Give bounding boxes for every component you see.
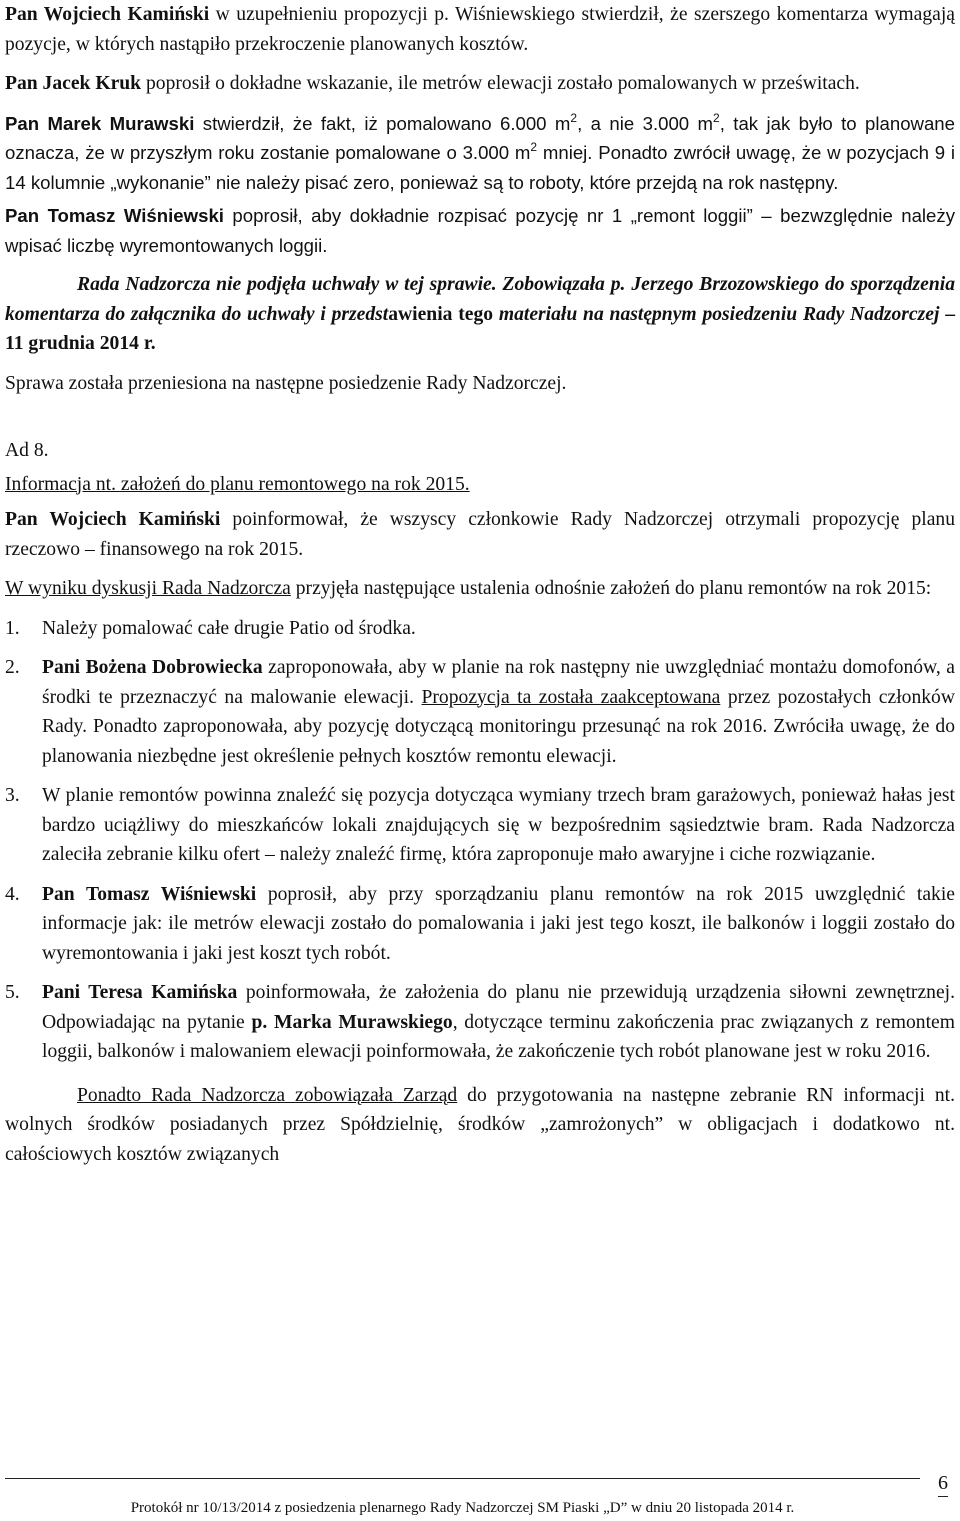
resolution-text: awienia tego	[388, 303, 494, 325]
resolution-date: – 11 grudnia 2014 r.	[5, 303, 955, 354]
resolution-text: materiału na następnym posiedzeniu Rady Nadzorczej	[493, 303, 940, 325]
list-item	[5, 978, 955, 1067]
paragraph-text: poprosił o dokładne wskazanie, ile metrów elewacji zostało pomalowanych w prześwitach.	[141, 73, 860, 94]
numbered-list	[5, 614, 955, 1067]
list-item-text: poprosił, aby przy sporządzaniu planu remontów na rok 2015 uwzględnić takie informacje jak: ile metrów elewacji zostało do pomalowania i jaki jest tego koszt, ile balkonów i loggii zostało do wyremontowania i jaki jest koszt tych robót.	[42, 883, 955, 964]
list-item-text: poinformowała, że założenia do planu nie przewidują urządzenia siłowni zewnętrznej. Odpowiadając na pytanie	[42, 982, 955, 1033]
underlined-text: W wyniku dyskusji Rada Nadzorcza	[5, 578, 291, 599]
list-item-text: zaproponowała, aby w planie na rok następny nie uwzględniać montażu domofonów, a środki te przeznaczyć na malowanie elewacji.	[42, 657, 955, 708]
paragraph-kaminski-info	[5, 505, 955, 564]
paragraph-kaminski-comment	[5, 0, 955, 59]
paragraph-discussion-result	[5, 574, 955, 604]
paragraph-text: poprosił, aby dokładnie rozpisać pozycję nr 1 „remont loggii” – bezwzględnie należy wpisać liczbę wyremontowanych loggii.	[5, 205, 955, 256]
list-item-number: 3.	[5, 785, 20, 806]
list-item-number: 4.	[5, 883, 20, 905]
superscript: 2	[570, 110, 578, 125]
superscript: 2	[713, 110, 720, 125]
speaker-name: Pani Bożena Dobrowiecka	[42, 657, 263, 678]
page-footer: Protokół nr 10/13/2014 z posiedzenia plenarnego Rady Nadzorczej SM Piaski „D” w dniu 20 listopada 2014 r.	[5, 1478, 920, 1517]
resolution-text: Rada Nadzorcza nie podjęła uchwały w tej sprawie. Zobowiązała p. Jerzego Brzozowskiego do sporządzenia komentarza do załącznika do uchwały i przedst	[5, 274, 955, 325]
speaker-name: Pan Wojciech Kamiński	[5, 4, 210, 25]
paragraph-text: , tak jak było to planowane oznacza, że w przyszłym roku zostanie pomalowane o 3.000 m	[5, 112, 955, 163]
paragraph-text: Ponadto zwrócił uwagę, że w pozycjach 9 i 14 kolumnie „wykonanie” nie należy pisać zero, ponieważ są to roboty, które przejdą na rok następny.	[5, 142, 955, 193]
list-item	[5, 614, 955, 644]
paragraph-text: poinformował, że wszyscy członkowie Rady Nadzorczej otrzymali propozycję planu rzeczowo – finansowego na rok 2015.	[5, 509, 955, 560]
list-item-text: Należy pomalować całe drugie Patio od środka.	[42, 617, 416, 639]
paragraph-text: mniej.	[537, 142, 593, 163]
list-item	[5, 880, 955, 969]
paragraph-wisniewski-request	[5, 201, 955, 260]
paragraph-text: przyjęła następujące ustalenia odnośnie założeń do planu remontów na rok 2015:	[290, 578, 932, 599]
page-number: 6	[938, 1472, 948, 1497]
underlined-text: Ponadto Rada Nadzorcza zobowiązała Zarząd	[77, 1084, 458, 1106]
list-item	[5, 653, 955, 771]
list-item-text: W planie remontów powinna znaleźć się pozycja dotycząca wymiany trzech bram garażowych, ponieważ hałas jest bardzo uciążliwy do mieszkańców lokali znajdujących się w bezpośrednim sąsiedztwie bram. Rada Nadzorcza zaleciła zebranie kilku ofert – należy znaleźć firmę, która zaproponuje mało awaryjne i ciche rozwiązanie.	[42, 785, 955, 865]
underlined-text: Propozycja ta została zaakceptowana	[421, 686, 721, 708]
paragraph-text: do przygotowania na następne zebranie RN informacji nt. wolnych środków posiadanych przez Spółdzielnię, środków „zamrożonych” w obligacjach i dodatkowo nt. całościowych kosztów związanych	[5, 1084, 956, 1165]
paragraph-resolution	[5, 270, 955, 359]
document-page	[5, 0, 955, 1179]
list-item-number: 2.	[5, 657, 20, 678]
paragraph-kruk-request	[5, 69, 955, 99]
speaker-name: Pan Wojciech Kamiński	[5, 509, 221, 530]
paragraph-postponed: Sprawa została przeniesiona na następne posiedzenie Rady Nadzorczej.	[5, 372, 567, 394]
speaker-name: Pan Tomasz Wiśniewski	[42, 883, 257, 905]
paragraph-text: stwierdził, że fakt, iż pomalowano 6.000 m	[194, 112, 571, 134]
list-item-number: 1.	[5, 617, 20, 639]
superscript: 2	[530, 140, 538, 154]
list-item-text: przez pozostałych członków Rady. Ponadto zaproponowała, aby pozycję dotyczącą monitoringu przesunąć na rok 2016. Zwróciła uwagę, że do planowania niezbędne jest określenie pełnych kosztów remontu elewacji.	[42, 686, 955, 767]
section-heading: Informacja nt. założeń do planu remontowego na rok 2015.	[5, 473, 470, 495]
paragraph-murawski-statement	[5, 109, 955, 198]
speaker-name: Pani Teresa Kamińska	[42, 982, 238, 1003]
speaker-name: p. Marka Murawskiego	[251, 1011, 453, 1033]
speaker-name: Pan Tomasz Wiśniewski	[5, 205, 224, 226]
list-item	[5, 781, 955, 870]
list-item-number: 5.	[5, 982, 20, 1003]
paragraph-text: w uzupełnieniu propozycji p. Wiśniewskiego stwierdził, że szerszego komentarza wymagają pozycje, w których nastąpiło przekroczenie planowanych kosztów.	[5, 4, 955, 55]
paragraph-text: , a nie 3.000 m	[577, 112, 714, 134]
list-item-text: , dotyczące terminu zakończenia prac związanych z remontem loggii, balkonów i malowaniem elewacji poinformowała, że zakończenie tych robót planowane jest w roku 2016.	[42, 1011, 955, 1062]
speaker-name: Pan Jacek Kruk	[5, 73, 142, 94]
agenda-item-number: Ad 8.	[5, 440, 49, 461]
speaker-name: Pan Marek Murawski	[5, 112, 195, 134]
paragraph-board-obligation	[5, 1081, 955, 1170]
